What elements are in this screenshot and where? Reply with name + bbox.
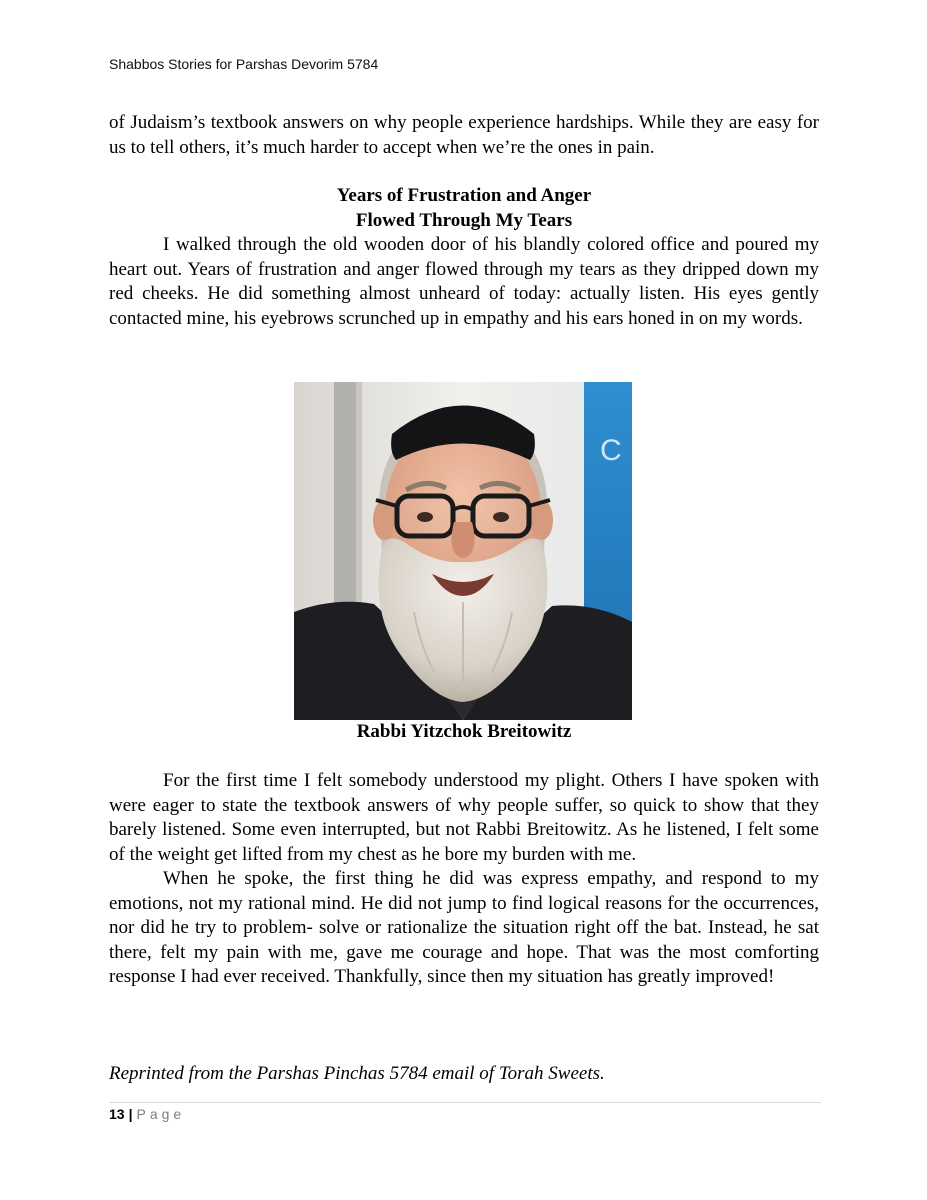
footer-divider — [109, 1102, 821, 1103]
intro-paragraph — [109, 111, 819, 160]
background-sign-letter: C — [600, 434, 622, 467]
body-text-top — [109, 233, 819, 331]
page-footer — [109, 1106, 185, 1122]
headline-line-2: Flowed Through My Tears — [355, 209, 573, 231]
intro-text: of Judaism’s textbook answers on why people experience hardships. While they are easy for us to tell others, it’s much harder to accept when we’re the ones in pain. — [109, 112, 819, 158]
footer-separator: | — [128, 1106, 133, 1122]
rabbi-portrait-photo — [294, 382, 632, 720]
page-header: Shabbos Stories for Parshas Devorim 5784 — [109, 56, 379, 72]
paragraph: I walked through the old wooden door of his blandly colored office and poured my heart out. Years of frustration and anger flowed through my tears as they dripped down my red cheeks. He did something almost unheard of today: actually listen. His eyes gently contacted mine, his eyebrows scrunched up in empathy and his ears honed in on my words. — [109, 234, 819, 329]
page-label: Page — [136, 1106, 186, 1122]
body-text-bottom — [109, 769, 819, 990]
paragraph: For the first time I felt somebody understood my plight. Others I have spoken with were eager to state the textbook answers of why people suffer, so quick to show that they barely listened. Some even interrupted, but not Rabbi Breitowitz. As he listened, I felt some of the weight get lifted from my chest as he bore my burden with me. — [109, 770, 819, 865]
page-number: 13 — [109, 1106, 125, 1122]
photo-caption: Rabbi Yitzchok Breitowitz — [356, 721, 572, 742]
headline-line-1: Years of Frustration and Anger — [336, 185, 592, 206]
section-headline — [109, 184, 819, 233]
paragraph: When he spoke, the first thing he did was express empathy, and respond to my emotions, not my rational mind. He did not jump to find logical reasons for the occurrences, nor did he try to problem- solve or rationalize the situation right off the bat. Instead, he sat there, felt my pain with me, gave me courage and hope. That was the most comforting response I had ever received. Thankfully, since then my situation has greatly improved! — [109, 868, 819, 987]
reprint-credit: Reprinted from the Parshas Pinchas 5784 email of Torah Sweets. — [109, 1063, 605, 1084]
